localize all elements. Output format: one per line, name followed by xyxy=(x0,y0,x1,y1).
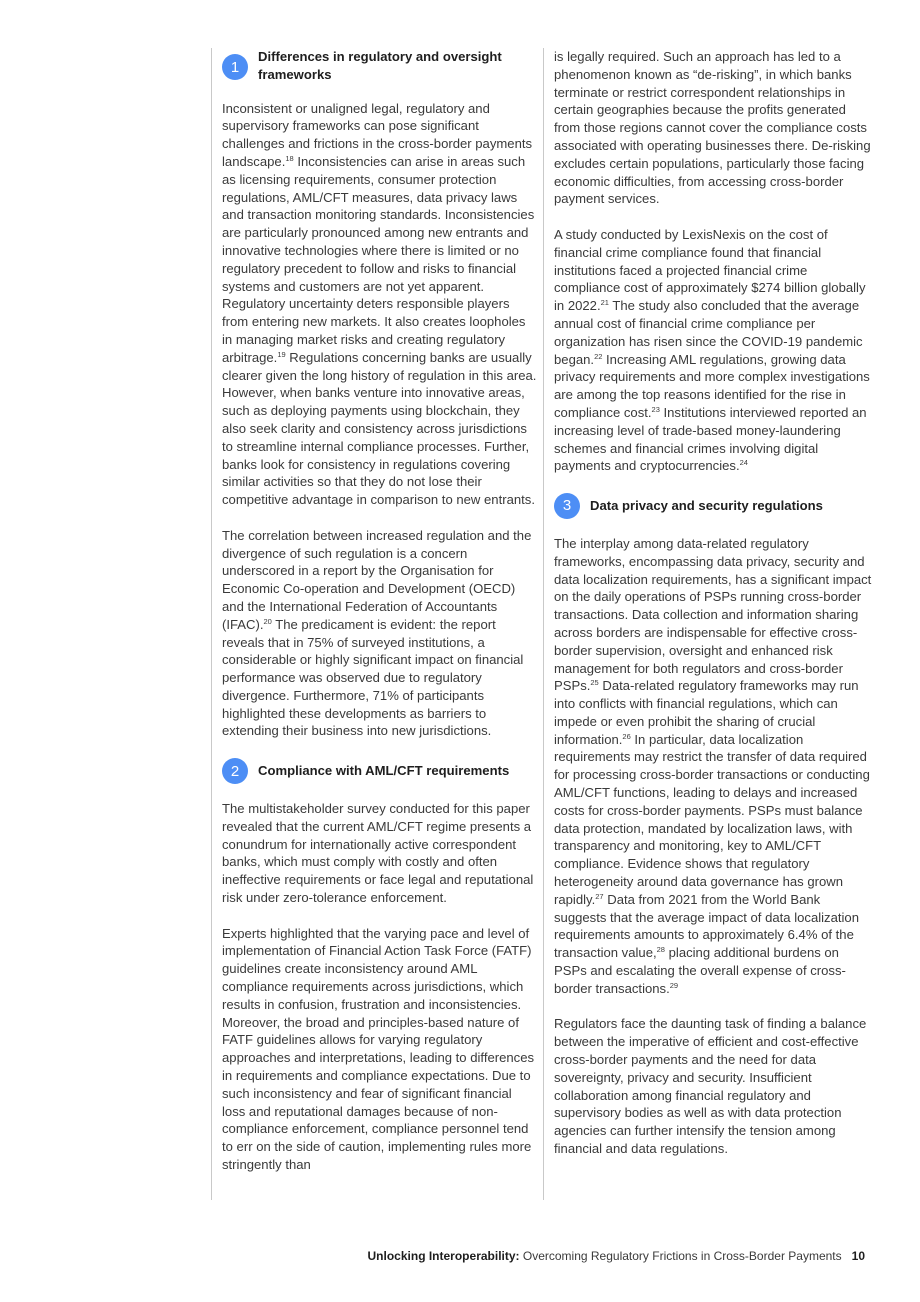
section-title: Differences in regulatory and oversight frameworks xyxy=(258,49,502,82)
section-number-badge: 2 xyxy=(222,758,248,784)
paragraph: The correlation between increased regulation and the divergence of such regulation is a concern underscored in a report by the Organisation for Economic Co-operation and Development (OECD) and the International Federation of Accountants (IFAC).$^{20}$ The predicament is evident: the report reveals that in 75% of surveyed institutions, a considerable or highly significant impact on financial performance was observed due to regulatory divergence. Furthermore, 71% of participants highlighted these developments as barriers to extending their business into new jurisdictions. xyxy=(222,527,532,739)
section-number-badge: 1 xyxy=(222,54,248,80)
section-1-heading xyxy=(222,48,537,84)
section-title: Compliance with AML/CFT requirements xyxy=(258,763,510,779)
paragraph: Experts highlighted that the varying pace and level of implementation of Financial Action Task Force (FATF) guidelines create inconsistency around AML compliance requirements across jurisdictions, which results in confusion, frustration and inconsistencies. Moreover, the broad and principles-based nature of FATF guidelines allows for varying regulatory approaches and interpretations, leading to differences in requirements and compliance expectations. Due to such inconsistency and fear of significant financial loss and reputational damages because of non-compliance enforcement, compliance personnel tend to err on the side of caution, implementing rules more stringently than xyxy=(222,925,535,1173)
right-column xyxy=(543,48,873,1200)
section-2-heading xyxy=(222,758,537,784)
page-number: 10 xyxy=(851,1249,865,1263)
paragraph: The interplay among data-related regulatory frameworks, encompassing data privacy, security and data localization requirements, has a significant impact on the daily operations of PSPs running cross-border transactions. Data collection and information sharing across borders are indispensable for effective cross-border supervision, oversight and enhanced risk management for both regulators and cross-border PSPs.$^{25}$ Data-related regulatory frameworks may run into conflicts with financial regulations, which can impede or even prohibit the sharing of crucial information.$^{26}$ In particular, data localization requirements may restrict the transfer of data required for processing cross-border transactions or conducting AML/CFT functions, leading to delays and increased costs for cross-border payments. PSPs must balance data protection, mandated by localization laws, with transparency and monitoring, key to AML/CFT compliance. Evidence shows that regulatory heterogeneity around data governance has grown rapidly.$^{27}$ Data from 2021 from the World Bank suggests that the average impact of data localization requirements amounts to approximately 6.4% of the transaction value,$^{28}$ placing additional burdens on PSPs and escalating the overall expense of cross-border transactions.$^{29}$ xyxy=(554,535,872,996)
section-3-heading xyxy=(554,493,873,519)
paragraph: Regulators face the daunting task of finding a balance between the imperative of efficient and cost-effective cross-border payments and the need for data sovereignty, privacy and security. Insufficient collaboration among financial regulatory and supervisory bodies as well as with data protection agencies can further intensify the tension among financial and data regulations. xyxy=(554,1016,867,1157)
section-number-badge: 3 xyxy=(554,493,580,519)
paragraph: Inconsistent or unaligned legal, regulatory and supervisory frameworks can pose significant challenges and frictions in the cross-border payments landscape.$^{18}$ Inconsistencies can arise in areas such as licensing requirements, consumer protection regulations, AML/CFT measures, data privacy laws and transaction monitoring standards. Inconsistencies are particularly pronounced among new entrants and innovative technologies where there is limited or no regulatory precedent to follow and risks to financial systems and customers are not yet apparent. Regulatory uncertainty deters responsible players from entering new markets. It also creates loopholes in managing market risks and creating regulatory arbitrage.$^{19}$ Regulations concerning banks are usually clearer given the long history of regulation in this area. However, when banks venture into innovative areas, such as deploying payments using blockchain, they also seek clarity and consistency across jurisdictions to streamline internal compliance processes. Further, banks look for consistency in regulations covering similar activities so that they do not lose their competitive advantage in comparison to new entrants. xyxy=(222,100,537,508)
paragraph: A study conducted by LexisNexis on the cost of financial crime compliance found that financial institutions faced a projected financial crime compliance cost of approximately $274 billion globally in 2022.21 The study also concluded that the average annual cost of financial crime compliance per organization has risen since the COVID-19 pandemic began.$^{22}$ Increasing AML regulations, growing data privacy requirements and more complex investigations are among the top reasons identified for the rise in compliance cost.$^{23}$ Institutions interviewed reported an increasing level of trade-based money-laundering schemes and financial crimes involving digital payments and cryptocurrencies.$^{24}$ xyxy=(554,226,870,474)
page-footer xyxy=(368,1249,865,1263)
paragraph: is legally required. Such an approach has led to a phenomenon known as “de-risking”, in which banks terminate or restrict correspondent relationships in certain geographies because the profits generated from those regions cannot cover the compliance costs associated with operating businesses there. De-risking excludes certain populations, particularly those facing economic difficulties, from accessing cross-border payment services. xyxy=(554,49,871,207)
left-column xyxy=(211,48,537,1200)
footer-report-subtitle: Overcoming Regulatory Frictions in Cross-Border Payments xyxy=(519,1249,842,1263)
section-title: Data privacy and security regulations xyxy=(590,497,823,513)
paragraph: The multistakeholder survey conducted for this paper revealed that the current AML/CFT regime presents a conundrum for internationally active correspondent banks, which must comply with costly and often ineffective requirements or face legal and reputational risk under zero-tolerance enforcement. xyxy=(222,801,534,906)
footer-report-title: Unlocking Interoperability: xyxy=(367,1249,520,1263)
